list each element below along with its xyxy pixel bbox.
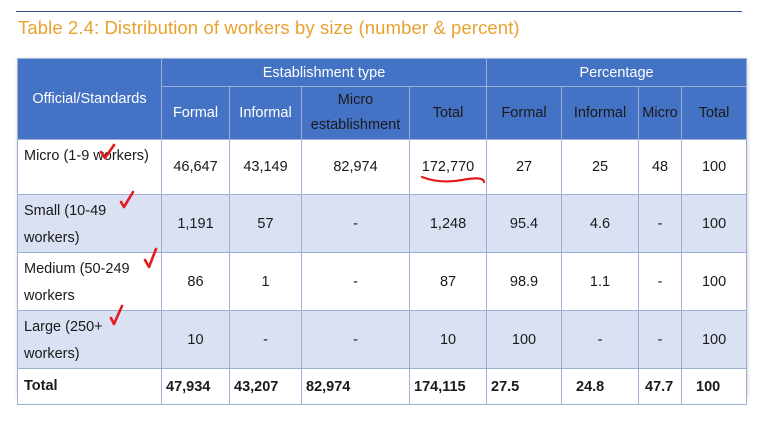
cell-pct-total: 100	[682, 253, 747, 311]
cell-pct-total: 100	[682, 311, 747, 369]
header-pct-informal: Informal	[562, 87, 639, 140]
cell-pct-informal: 25	[562, 140, 639, 195]
cell-total-text: 172,770	[421, 159, 475, 175]
cell-pct-informal: 4.6	[562, 195, 639, 253]
header-group-percentage: Percentage	[487, 59, 747, 87]
cell-pct-micro: -	[639, 195, 682, 253]
header-formal: Formal	[162, 87, 230, 140]
cell-formal: 86	[162, 253, 230, 311]
row-label-text: Micro (1-9 workers)	[24, 148, 149, 164]
workers-table	[17, 58, 747, 405]
row-label	[18, 311, 162, 369]
table-row	[18, 311, 747, 369]
cell-formal: 10	[162, 311, 230, 369]
cell-pct-informal: -	[562, 311, 639, 369]
header-pct-total: Total	[682, 87, 747, 140]
cell-pct-formal: 100	[487, 311, 562, 369]
header-group-establishment: Establishment type	[162, 59, 487, 87]
cell-pct-total: 100	[682, 140, 747, 195]
table-caption: Table 2.4: Distribution of workers by size (number & percent)	[18, 17, 520, 38]
row-label-text: Small (10-49 workers)	[24, 203, 107, 246]
cell-micro: -	[302, 253, 410, 311]
table-row	[18, 140, 747, 195]
cell-formal: 1,191	[162, 195, 230, 253]
total-row	[18, 369, 747, 405]
header-pct-formal: Formal	[487, 87, 562, 140]
cell-pct-micro: -	[639, 311, 682, 369]
header-official-standards: Official/Standards	[18, 59, 162, 140]
cell-total: 1,248	[410, 195, 487, 253]
cell-total	[410, 140, 487, 195]
cell-informal: -	[230, 311, 302, 369]
cell-pct-formal: 98.9	[487, 253, 562, 311]
cell-pct-micro: 48	[639, 140, 682, 195]
cell-pct-formal: 95.4	[487, 195, 562, 253]
cell-informal: 57	[230, 195, 302, 253]
total-total: 174,115	[410, 369, 487, 405]
row-label	[18, 253, 162, 311]
cell-formal: 46,647	[162, 140, 230, 195]
header-informal: Informal	[230, 87, 302, 140]
row-label	[18, 195, 162, 253]
total-pct-informal: 24.8	[562, 369, 639, 405]
header-total: Total	[410, 87, 487, 140]
cell-micro: 82,974	[302, 140, 410, 195]
total-pct-formal: 27.5	[487, 369, 562, 405]
header-micro-establishment: Micro establishment	[302, 87, 410, 140]
header-pct-micro: Micro	[639, 87, 682, 140]
total-pct-micro: 47.7	[639, 369, 682, 405]
total-informal: 43,207	[230, 369, 302, 405]
top-rule	[16, 11, 742, 12]
cell-informal: 43,149	[230, 140, 302, 195]
cell-pct-informal: 1.1	[562, 253, 639, 311]
table-container	[17, 58, 746, 395]
table-row	[18, 253, 747, 311]
table-row	[18, 195, 747, 253]
cell-total: 10	[410, 311, 487, 369]
cell-pct-micro: -	[639, 253, 682, 311]
cell-informal: 1	[230, 253, 302, 311]
cell-pct-total: 100	[682, 195, 747, 253]
total-label: Total	[18, 369, 162, 405]
total-pct-total: 100	[682, 369, 747, 405]
row-label-text: Medium (50-249 workers	[24, 261, 130, 304]
total-micro: 82,974	[302, 369, 410, 405]
cell-micro: -	[302, 311, 410, 369]
cell-total: 87	[410, 253, 487, 311]
row-label-text: Large (250+ workers)	[24, 319, 103, 362]
cell-pct-formal: 27	[487, 140, 562, 195]
cell-micro: -	[302, 195, 410, 253]
row-label	[18, 140, 162, 195]
total-formal: 47,934	[162, 369, 230, 405]
